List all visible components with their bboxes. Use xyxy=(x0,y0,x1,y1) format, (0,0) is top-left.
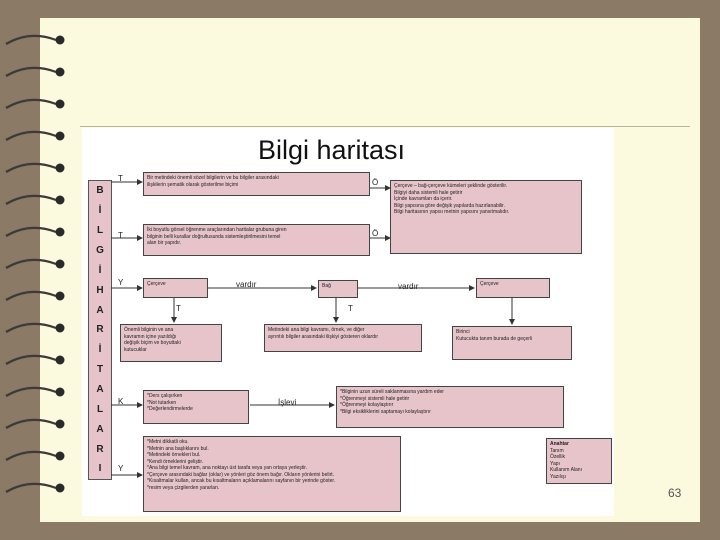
relation-label: İşlevi xyxy=(278,398,297,407)
vertical-letter: R xyxy=(96,324,104,336)
box-line: Kullanım Alanı xyxy=(550,467,582,473)
box-line: Bilgi haritasının yapısı metnin yapısını yansıtmalıdır. xyxy=(394,209,510,215)
link-box xyxy=(318,280,358,298)
relation-label: Ö xyxy=(372,229,379,238)
box-line: kutucuklar xyxy=(124,346,147,353)
box-line: *Metindeki örnekleri bul. xyxy=(147,452,201,458)
box-line: bilginin belli kurallar doğrultusunda sistemleştirilmesini temel xyxy=(147,233,281,240)
box-line: *Bilginin uzun süreli saklanmasına yardım eder xyxy=(340,389,444,395)
box-line: Metindeki ana bilgi kavramı, örnek, ve diğer xyxy=(268,327,365,333)
relation-label: Y xyxy=(118,464,124,473)
box-line: Kutucukta tanım burada de geçerli xyxy=(456,335,533,342)
box-line: *Değerlendirmelerde xyxy=(147,406,193,412)
relation-label: Y xyxy=(118,278,124,287)
box-line: *Not tutarken xyxy=(147,399,177,406)
description-box xyxy=(120,324,222,362)
box-line: *Kısaltmalar kullan, ancak bu kısaltmaların açıklamalarını sayfanın bir yerinde göster. xyxy=(147,478,336,484)
usage-box xyxy=(143,390,249,424)
vertical-letter: T xyxy=(96,364,104,376)
relation-label: K xyxy=(118,397,124,406)
vertical-letter: H xyxy=(96,284,104,296)
description-box xyxy=(452,326,572,360)
box-line: *Çerçeve arasındaki bağlar (oklar) ve yönleri göz önem bağır. Okların yönlerini belirt. xyxy=(147,471,335,478)
box-line: Yapı xyxy=(550,460,560,467)
box-line: *Metnin ana başlıklarını bul. xyxy=(147,445,209,452)
box-line: Çerçeve – bağ-çerçeve kümeleri şeklinde gösterilir. xyxy=(394,183,508,189)
relation-label: Ö xyxy=(372,178,379,187)
vertical-letter: İ xyxy=(98,344,102,356)
box-line: Özellik xyxy=(550,454,566,460)
frame-box xyxy=(476,278,550,298)
vertical-letter: R xyxy=(96,443,104,455)
box-line: Birinci xyxy=(456,329,470,335)
relation-label: T xyxy=(348,304,353,313)
definition-box xyxy=(143,224,370,256)
box-line: Anahtar xyxy=(550,441,569,447)
relation-label: T xyxy=(176,304,181,313)
box-line: *Ders çalışırken xyxy=(147,393,183,399)
vertical-letter: G xyxy=(96,245,104,256)
box-line: Bir metindeki önemli sözel bilgilerin ve bu bilgiler arasındaki xyxy=(147,175,279,181)
key-box xyxy=(546,438,612,484)
box-line: Çerçeve xyxy=(147,281,166,287)
relation-label: T xyxy=(118,231,123,240)
box-line: kavramın içine yazıldığı xyxy=(124,333,177,340)
box-line: Tanım xyxy=(550,447,564,454)
vertical-letter: I xyxy=(98,463,102,475)
box-line: *Ana bilgi temel kavram, ana noktayı üst tarafa veya yan ortaya yerleştir. xyxy=(147,465,308,471)
vertical-letter: B xyxy=(96,185,104,197)
box-line: *Metni dikkatli oku. xyxy=(147,439,189,445)
box-line: değişik biçim ve boyuttaki xyxy=(124,340,181,346)
vertical-letter: A xyxy=(96,384,104,396)
vertical-letter: A xyxy=(96,304,104,316)
vertical-letter: L xyxy=(96,403,104,415)
relation-label: vardır xyxy=(398,282,419,291)
steps-box xyxy=(143,436,401,512)
function-box xyxy=(336,386,564,428)
box-line: Çerçeve xyxy=(480,281,499,287)
definition-box xyxy=(143,172,370,196)
box-line: Bilgiyi daha sistemli hale getirir xyxy=(394,189,463,196)
box-line: ilişkilerin şematik olarak gösterilme biçimi xyxy=(147,181,239,188)
box-line: İki boyutlu görsel öğrenme araçlarından haritalar grubuna giren xyxy=(147,227,287,233)
vertical-letter: İ xyxy=(98,264,102,276)
box-line: Önemli bilginin ve ana xyxy=(124,327,174,333)
vertical-letter: L xyxy=(96,225,104,237)
box-line: *Öğrenmeyi sistemli hale getirir xyxy=(340,395,410,402)
relation-label: T xyxy=(118,174,123,183)
box-line: Bağ xyxy=(322,283,331,289)
frame-box xyxy=(143,278,208,298)
box-line: alan bir yapıdır. xyxy=(147,240,182,246)
box-line: İçinde kavramları da içerir. xyxy=(394,196,453,202)
box-line: *Bilgi eksikliklerini saptamayı kolaylaştırır xyxy=(340,408,431,415)
diagram-title: Bilgi haritası xyxy=(258,135,406,165)
box-line: Yazılışı xyxy=(550,473,567,480)
vertical-letter: A xyxy=(96,423,104,435)
box-line: *Öğrenmeyi kolaylaştırır xyxy=(340,402,394,408)
relation-label: vardır xyxy=(236,280,257,289)
description-box xyxy=(264,324,422,352)
page-number: 63 xyxy=(668,486,682,500)
box-line: *resim veya çizgilerden yararlan. xyxy=(147,484,220,491)
vertical-letter: İ xyxy=(98,205,102,217)
box-line: Bilgi yapısına göre değişik yapılarda hazırlanabilir. xyxy=(394,202,505,209)
box-line: ayrıntılı bilgiler arasındaki ilişkiyi gösteren oklardır xyxy=(268,333,379,340)
features-box xyxy=(390,180,582,254)
box-line: *Kendi örneklerini geliştir. xyxy=(147,458,204,465)
